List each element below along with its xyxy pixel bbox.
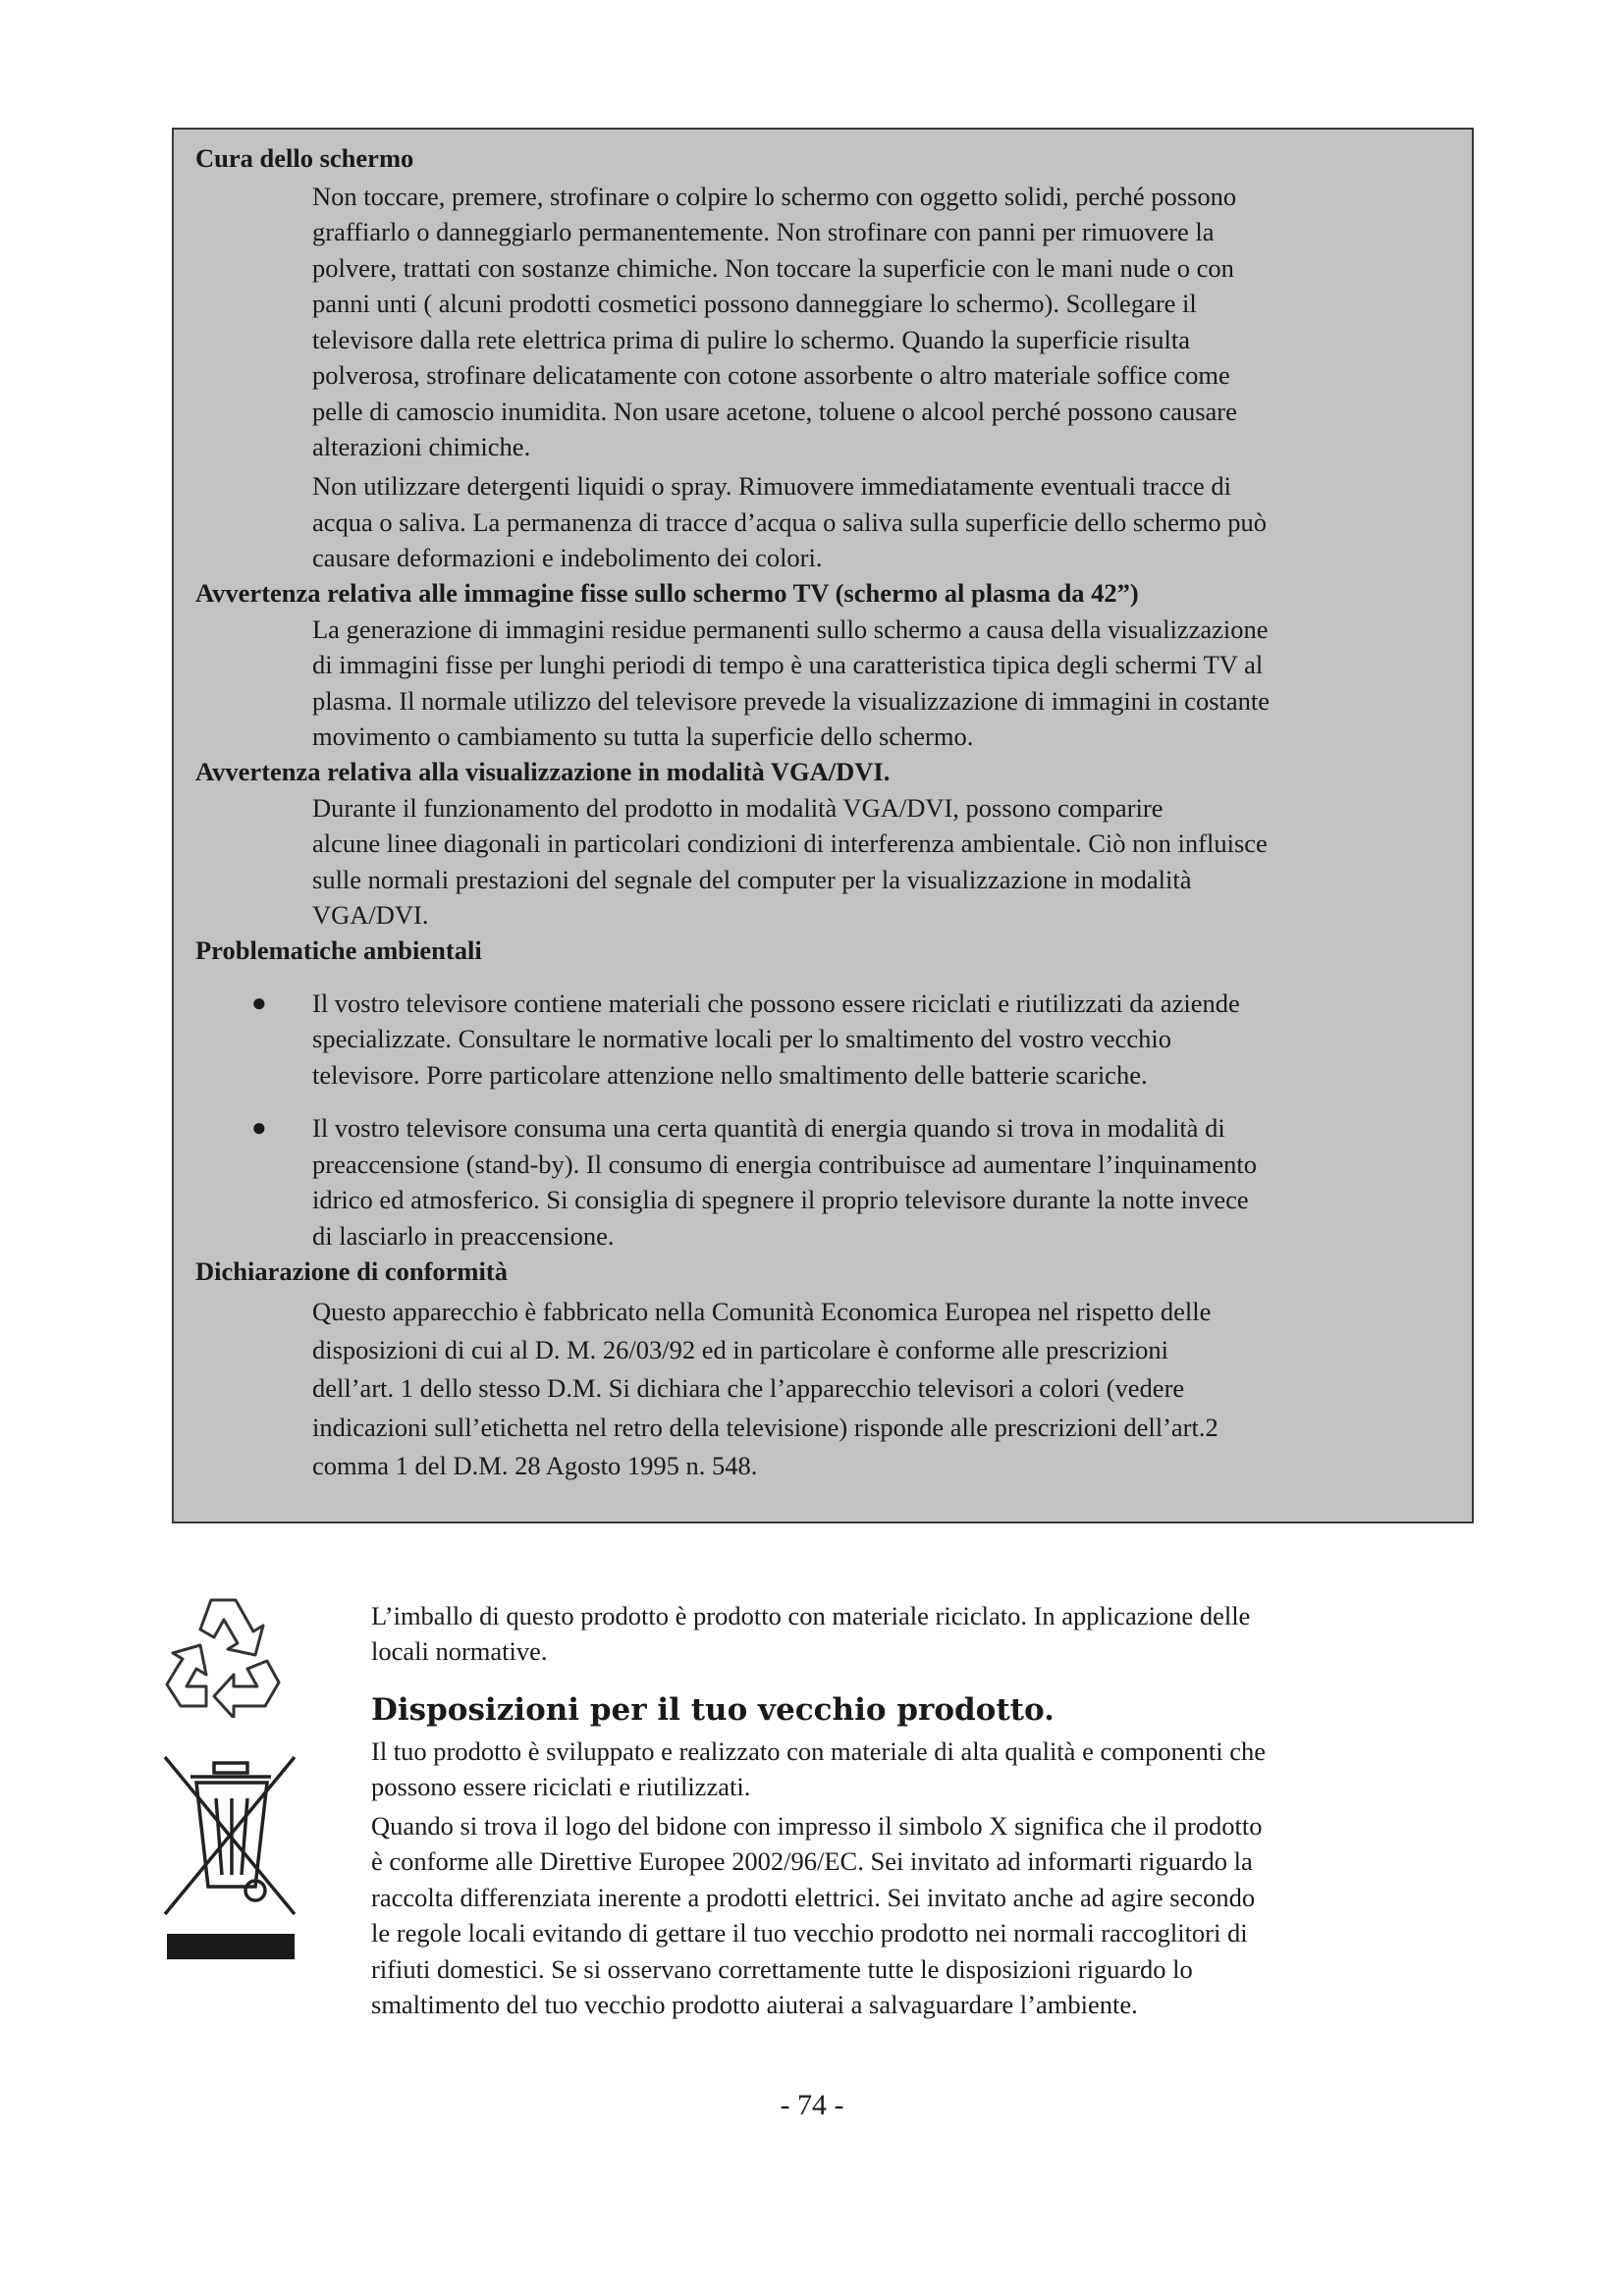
cura-line: causare deformazioni e indebolimento dei colori. — [312, 543, 823, 572]
heading-vga: Avvertenza relativa alla visualizzazione in modalità VGA/DVI. — [195, 757, 891, 786]
recycle-icon — [157, 1580, 295, 1718]
cura-line: acqua o saliva. La permanenza di tracce d’acqua o saliva sulla superficie dello schermo può — [312, 507, 1267, 537]
heading-conformita: Dichiarazione di conformità — [195, 1256, 508, 1286]
heading-cura: Cura dello schermo — [195, 143, 414, 173]
immagine-line: La generazione di immagini residue permanenti sullo schermo a causa della visualizzazione — [312, 614, 1269, 644]
conformita-line: comma 1 del D.M. 28 Agosto 1995 n. 548. — [312, 1451, 758, 1480]
bullet-icon: ● — [251, 988, 267, 1017]
cura-line: pelle di camoscio inumidita. Non usare acetone, toluene o alcool perché possono causare — [312, 397, 1237, 426]
disposal-line: raccolta differenziata inerente a prodotti elettrici. Sei invitato anche ad agire secondo — [371, 1883, 1256, 1912]
cura-line: televisore dalla rete elettrica prima di pulire lo schermo. Quando la superficie risulta — [312, 325, 1191, 354]
conformita-line: disposizioni di cui al D. M. 26/03/92 ed in particolare è conforme alle prescrizioni — [312, 1335, 1169, 1364]
disposal-line: rifiuti domestici. Se si osservano correttamente tutte le disposizioni riguardo lo — [371, 1954, 1193, 1984]
disposal-line: le regole locali evitando di gettare il tuo vecchio prodotto nei normali raccoglitori di — [371, 1918, 1248, 1948]
crossed-bin-icon — [157, 1749, 304, 1965]
disposal-title: Disposizioni per il tuo vecchio prodotto. — [371, 1692, 1055, 1728]
recycle-line: L’imballo di questo prodotto è prodotto con materiale riciclato. In applicazione delle — [371, 1601, 1251, 1630]
vga-line: sulle normali prestazioni del segnale del computer per la visualizzazione in modalità — [312, 865, 1192, 894]
disposal-line: possono essere riciclati e riutilizzati. — [371, 1772, 751, 1801]
heading-ambientali: Problematiche ambientali — [195, 935, 482, 965]
immagine-line: di immagini fisse per lunghi periodi di tempo è una caratteristica tipica degli schermi TV al — [312, 650, 1264, 679]
disposal-line: Quando si trova il logo del bidone con impresso il simbolo X significa che il prodotto — [371, 1811, 1263, 1841]
cura-line: polvere, trattati con sostanze chimiche. Non toccare la superficie con le mani nude o con — [312, 253, 1234, 283]
ambientali-line: preaccensione (stand-by). Il consumo di energia contribuisce ad aumentare l’inquinamento — [312, 1149, 1257, 1179]
page-number: - 74 - — [780, 2089, 844, 2121]
disposal-line: Il tuo prodotto è sviluppato e realizzato con materiale di alta qualità e componenti che — [371, 1736, 1266, 1766]
cura-line: polverosa, strofinare delicatamente con cotone assorbente o altro materiale soffice come — [312, 360, 1230, 390]
bullet-icon: ● — [251, 1113, 267, 1142]
ambientali-line: Il vostro televisore consuma una certa quantità di energia quando si trova in modalità di — [312, 1113, 1225, 1143]
vga-line: Durante il funzionamento del prodotto in modalità VGA/DVI, possono comparire — [312, 793, 1164, 823]
vga-line: alcune linee diagonali in particolari condizioni di interferenza ambientale. Ciò non influisce — [312, 828, 1268, 858]
ambientali-line: televisore. Porre particolare attenzione nello smaltimento delle batterie scariche. — [312, 1060, 1148, 1090]
cura-line: Non toccare, premere, strofinare o colpire lo schermo con oggetto solidi, perché possono — [312, 182, 1237, 211]
cura-line: Non utilizzare detergenti liquidi o spray. Rimuovere immediatamente eventuali tracce di — [312, 471, 1232, 501]
ambientali-line: di lasciarlo in preaccensione. — [312, 1221, 615, 1251]
ambientali-line: specializzate. Consultare le normative locali per lo smaltimento del vostro vecchio — [312, 1024, 1171, 1053]
recycle-line: locali normative. — [371, 1636, 548, 1666]
immagine-line: plasma. Il normale utilizzo del televisore prevede la visualizzazione di immagini in costante — [312, 686, 1271, 716]
immagine-line: movimento o cambiamento su tutta la superficie dello schermo. — [312, 721, 974, 751]
disposal-line: smaltimento del tuo vecchio prodotto aiuterai a salvaguardare l’ambiente. — [371, 1990, 1138, 2019]
ambientali-line: Il vostro televisore contiene materiali che possono essere riciclati e riutilizzati da aziende — [312, 988, 1240, 1018]
disposal-line: è conforme alle Direttive Europee 2002/96/EC. Sei invitato ad informarti riguardo la — [371, 1846, 1253, 1876]
heading-immagine: Avvertenza relativa alle immagine fisse sullo schermo TV (schermo al plasma da 42”) — [195, 578, 1139, 608]
conformita-line: Questo apparecchio è fabbricato nella Comunità Economica Europea nel rispetto delle — [312, 1297, 1212, 1326]
cura-line: panni unti ( alcuni prodotti cosmetici possono danneggiare lo schermo). Scollegare il — [312, 289, 1197, 318]
cura-line: alterazioni chimiche. — [312, 432, 531, 461]
conformita-line: dell’art. 1 dello stesso D.M. Si dichiara che l’apparecchio televisori a colori (vedere — [312, 1373, 1185, 1403]
ambientali-line: idrico ed atmosferico. Si consiglia di spegnere il proprio televisore durante la notte invece — [312, 1185, 1249, 1214]
conformita-line: indicazioni sull’etichetta nel retro della televisione) risponde alle prescrizioni dell’art.2 — [312, 1413, 1218, 1442]
cura-line: graffiarlo o danneggiarlo permanentemente. Non strofinare con panni per rimuovere la — [312, 217, 1215, 246]
vga-line: VGA/DVI. — [312, 900, 429, 930]
